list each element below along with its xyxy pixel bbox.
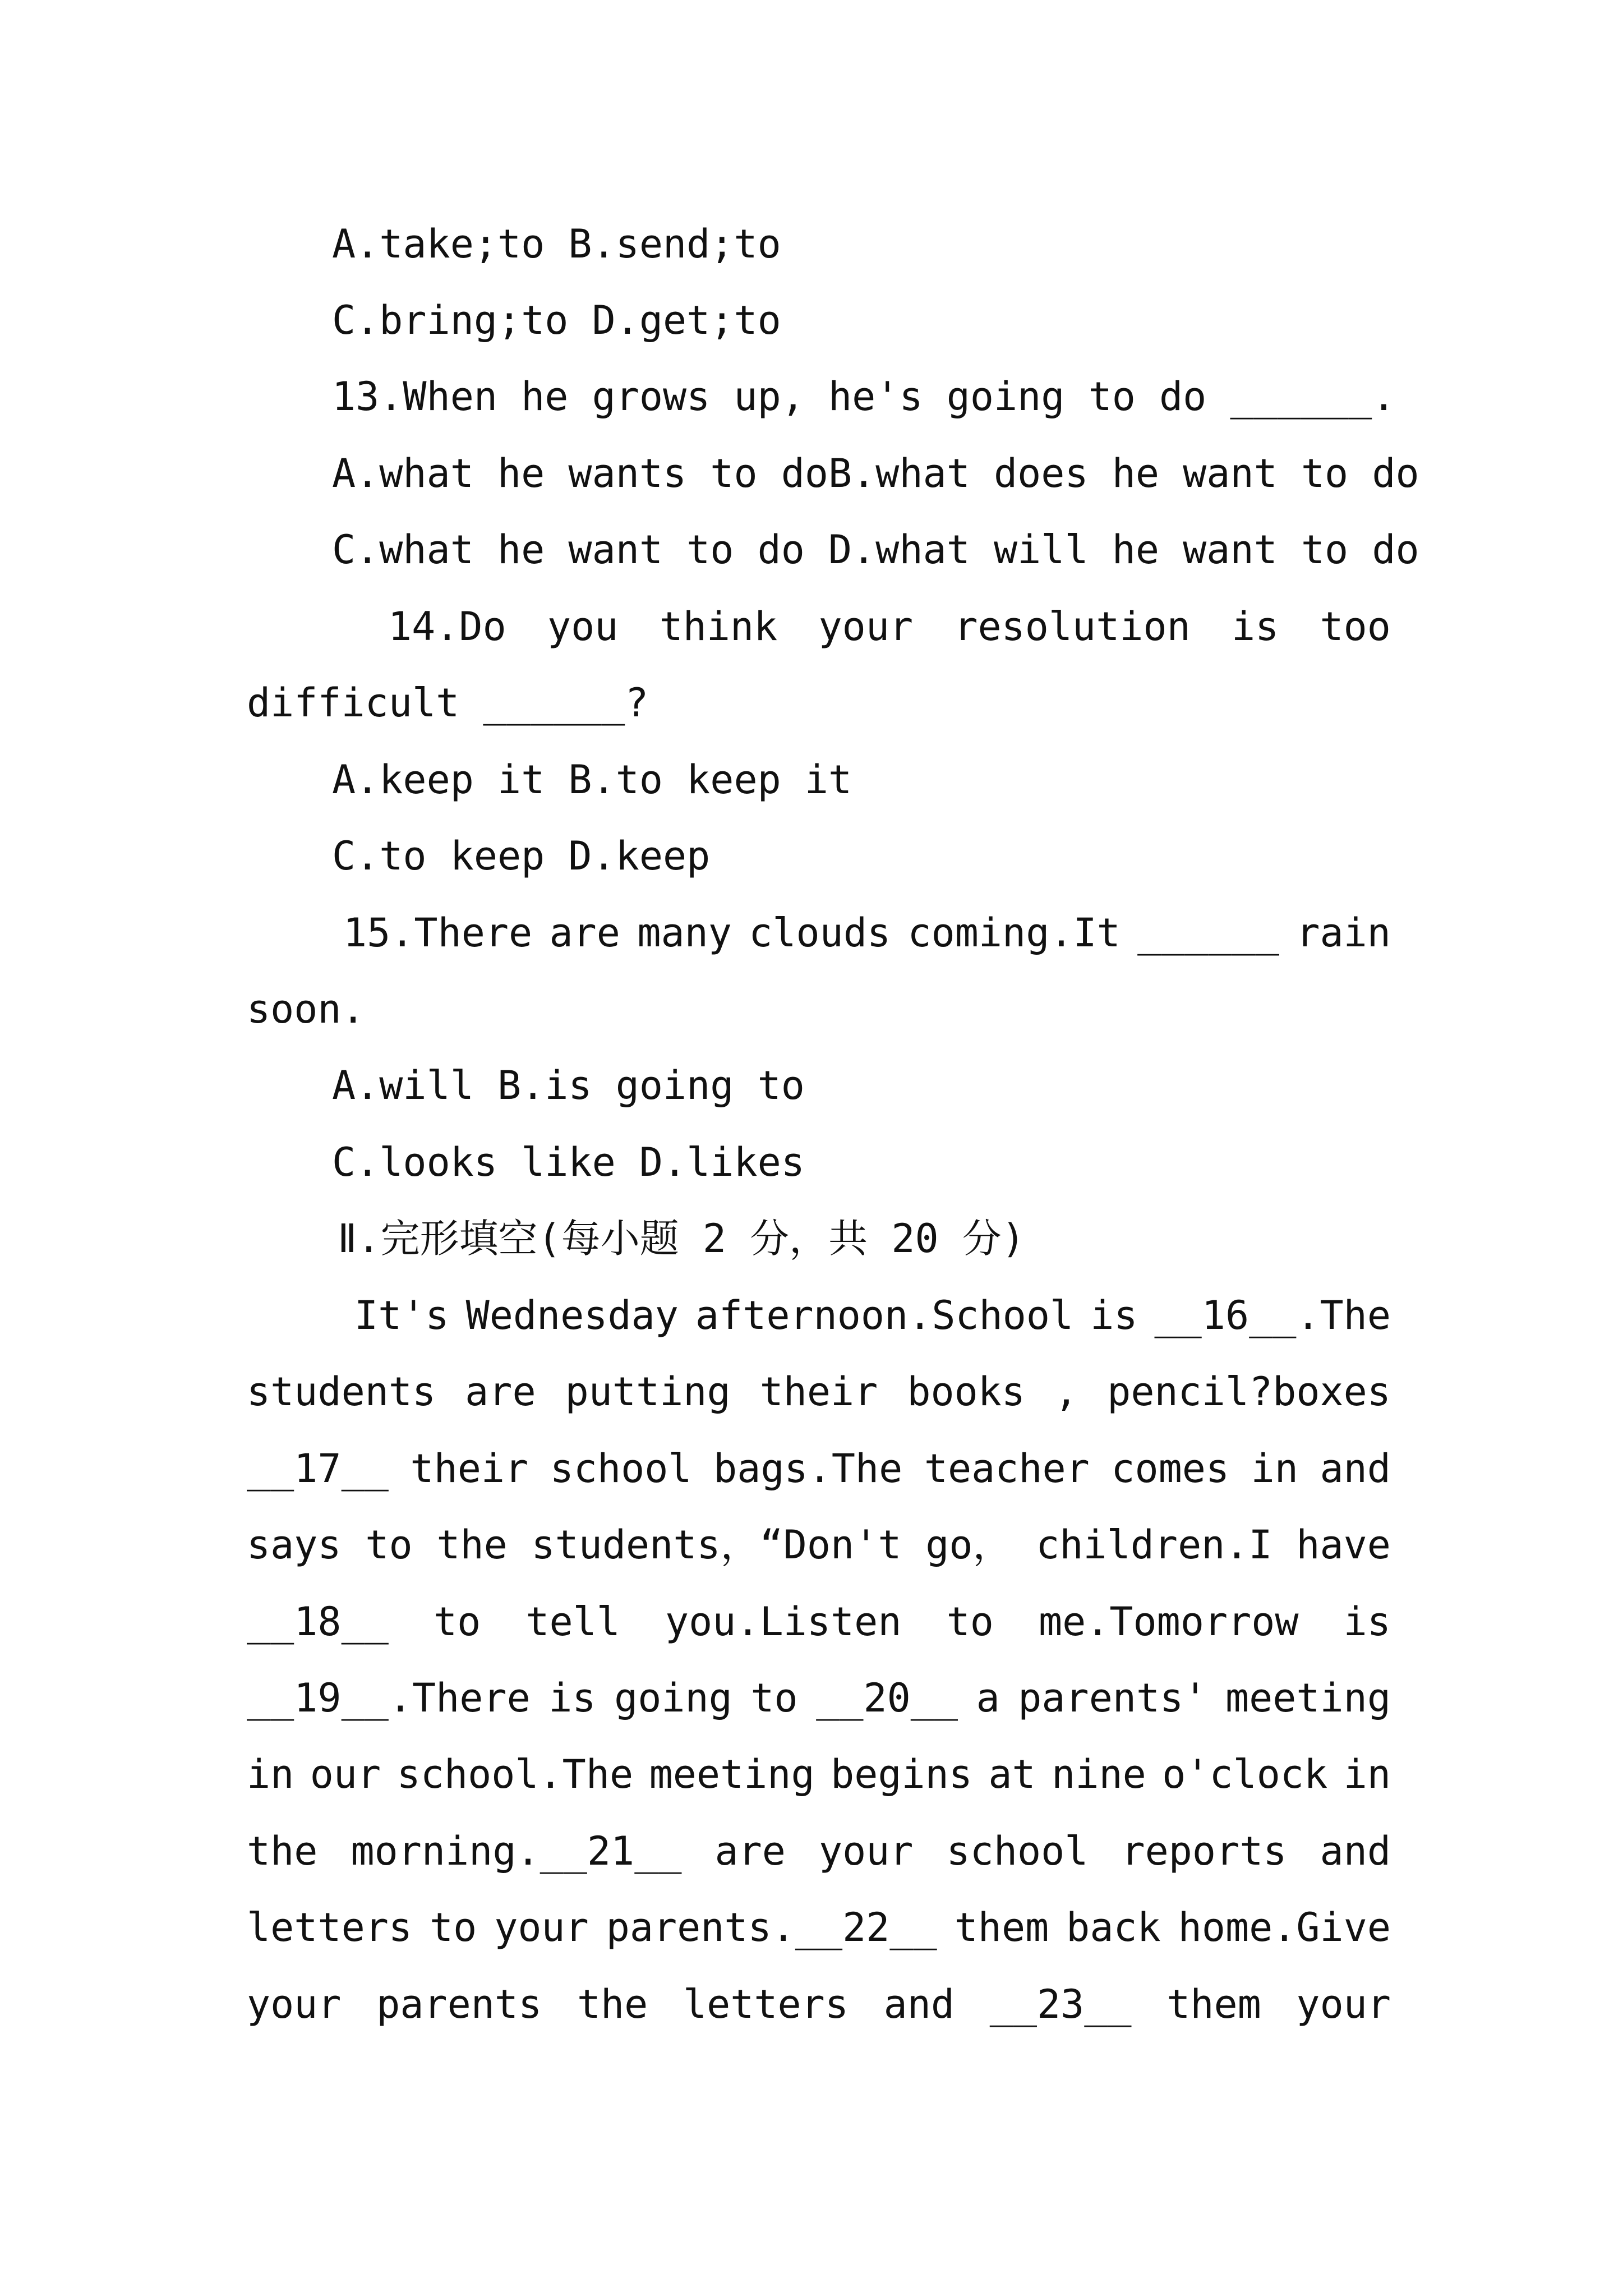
passage-line [247,1369,1391,1415]
passage-word: parents' [1018,1675,1207,1721]
passage-word: to [429,1904,477,1950]
passage-word: your [1296,1981,1391,2027]
passage-word: to [946,1599,994,1645]
passage-line [247,1522,1391,1568]
passage-word: your [494,1904,589,1950]
passage-word: have [1296,1522,1391,1568]
passage-word: __18__ [247,1599,389,1645]
passage-word: at [988,1751,1036,1797]
passage-word: is [1343,1599,1391,1645]
q15-options-cd: C.looks like D.likes [332,1139,805,1185]
passage-word: and [1320,1828,1391,1874]
passage-word: a [976,1675,1000,1721]
passage-word: nine [1052,1751,1146,1797]
passage-word: me.Tomorrow [1038,1599,1299,1645]
passage-word: in [1343,1751,1391,1797]
passage-word: home.Give [1178,1904,1391,1950]
q14-stem-word: too [1320,604,1391,650]
passage-word: comes [1111,1446,1230,1492]
passage-line [247,1446,1391,1492]
passage-word: books [907,1369,1026,1415]
passage-word: parents [376,1981,542,2027]
undefined-word: clouds [749,910,891,956]
passage-word: the [247,1828,318,1874]
passage-word: students [247,1369,436,1415]
passage-word: their [759,1369,878,1415]
passage-line [247,1599,1391,1645]
passage-word: __16__.The [1154,1292,1391,1338]
passage-word: school.The [396,1751,634,1797]
passage-line [247,1981,1391,2027]
undefined-word: ______ [1137,910,1280,956]
passage-word: school [550,1446,692,1492]
q14-stem-word: resolution [954,604,1191,650]
passage-word: pencil?boxes [1107,1369,1391,1415]
q14-options-ab: A.keep it B.to keep it [332,757,852,803]
q14-stem-word: your [818,604,914,650]
undefined-word: are [549,910,620,956]
passage-word: __20__ [816,1675,958,1721]
q14-options-cd: C.to keep D.keep [332,833,711,879]
passage-word: __19__.There [247,1675,531,1721]
q14-stem-word: think [659,604,778,650]
passage-word: and [883,1981,955,2027]
undefined-word: rain [1296,910,1391,956]
section-heading: Ⅱ.完形填空(每小题 2 分，共 20 分) [338,1216,1025,1262]
passage-word: meeting [1225,1675,1391,1721]
passage-word: is [1090,1292,1138,1338]
passage-word: you.Listen [665,1599,902,1645]
q15-stem-line [343,910,1391,956]
passage-line [247,1675,1391,1721]
passage-word: parents.__22__ [606,1904,937,1950]
passage-word: putting [565,1369,731,1415]
passage-word: reports [1121,1828,1287,1874]
q12-options-cd: C.bring;to D.get;to [332,297,781,343]
passage-word: says [247,1522,342,1568]
passage-word: their [410,1446,529,1492]
q13-options-cd: C.what he want to do D.what will he want to do [332,527,1419,573]
passage-word: the [436,1522,508,1568]
passage-word: students，“Don't [531,1522,902,1568]
passage-word: teacher [924,1446,1090,1492]
passage-word: in [1251,1446,1298,1492]
passage-word: back [1066,1904,1161,1950]
passage-word: bags.The [713,1446,903,1492]
q15-options-ab: A.will B.is going to [332,1062,805,1108]
passage-word: children.I [1036,1522,1272,1568]
passage-word: them [954,1904,1049,1950]
passage-word: them [1166,1981,1261,2027]
q14-stem-word: 14.Do [388,604,506,650]
q13-options-ab: A.what he wants to doB.what does he want to do [332,450,1419,496]
passage-word: is [548,1675,596,1721]
passage-word: begins [831,1751,972,1797]
passage-word: the [577,1981,648,2027]
q12-options-ab: A.take;to B.send;to [332,221,781,267]
passage-word: afternoon.School [695,1292,1074,1338]
passage-word: to [433,1599,481,1645]
passage-word: It's [354,1292,449,1338]
passage-word: letters [247,1904,413,1950]
q13-stem: 13.When he grows up, he's going to do ______. [332,374,1396,420]
passage-word: tell [525,1599,620,1645]
undefined-word: 15.There [343,910,533,956]
q14-stem-word: is [1231,604,1279,650]
passage-word: our [310,1751,381,1797]
passage-word: your [818,1828,914,1874]
passage-word: and [1320,1446,1391,1492]
passage-word: , [1054,1369,1078,1415]
passage-line [354,1292,1391,1338]
passage-word: go， [925,1522,1012,1568]
passage-word: Wednesday [465,1292,679,1338]
undefined-word: coming.It [907,910,1121,956]
passage-word: your [247,1981,342,2027]
q15-stem-end: soon. [247,986,365,1032]
passage-word: __17__ [247,1446,389,1492]
passage-word: in [247,1751,294,1797]
passage-word: meeting [649,1751,815,1797]
q14-stem-word: you [547,604,619,650]
q14-stem-line [388,604,1391,650]
passage-word: o'clock [1162,1751,1328,1797]
passage-word: to [365,1522,413,1568]
passage-word: are [714,1828,786,1874]
passage-word: are [465,1369,536,1415]
passage-line [247,1828,1391,1874]
undefined-word: many [637,910,732,956]
passage-word: __23__ [989,1981,1132,2027]
passage-word: school [946,1828,1089,1874]
passage-line [247,1751,1391,1797]
q14-stem-end: difficult ______? [247,680,649,726]
passage-word: letters [683,1981,849,2027]
passage-word: going [614,1675,732,1721]
passage-line [247,1904,1391,1950]
passage-word: to [750,1675,798,1721]
passage-word: morning.__21__ [351,1828,682,1874]
